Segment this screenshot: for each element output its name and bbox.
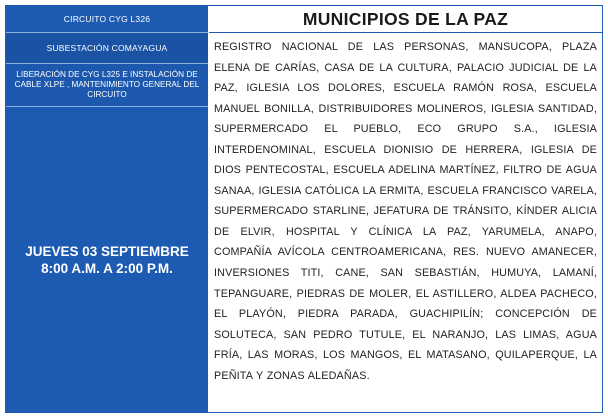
circuit-label: CIRCUITO CYG L326 xyxy=(6,6,208,32)
schedule-block xyxy=(6,107,208,412)
outage-date: JUEVES 03 SEPTIEMBRE xyxy=(25,243,189,259)
affected-areas-list: REGISTRO NACIONAL DE LAS PERSONAS, MANSUCOPA, PLAZA ELENA DE CARÍAS, CASA DE LA CULTURA, PALACIO JUDICIAL DE LA PAZ, IGLESIA LOS DOLORES, ESCUELA RAMÓN ROSA, ESCUELA MANUEL BONILLA, DISTRIBUIDORES MOLINEROS, IGLESIA SANTIDAD, SUPERMERCADO EL PUEBLO, ECO GRUPO S.A., IGLESIA INTERDENOMINAL, ESCUELA DIONISIO DE HERRERA, IGLESIA DE DIOS PENTECOSTAL, ESCUELA ADELINA MARTÍNEZ, FILTRO DE AGUA SANAA, IGLESIA CATÓLICA LA ERMITA, ESCUELA FRANCISCO VARELA, SUPERMERCADO STARLINE, JEFATURA DE TRÁNSITO, KÍNDER ALICIA DE ELVIR, HOSPITAL Y CLÍNICA LA PAZ, YARUMELA, ANAPO, COMPAÑÍA AVÍCOLA CENTROAMERICANA, RES. NUEVO AMANECER, INVERSIONES TITI, CANE, SAN SEBASTIÁN, HUMUYA, LAMANÍ, TEPANGUARE, PIEDRAS DE MOLER, EL ASTILLERO, ALDEA PACHECO, EL PLAYÓN, PIEDRA PARADA, GUACHIPILÍN; CONCEPCIÓN DE SOLUTECA, SAN PEDRO TUTULE, EL NARANJO, LAS LIMAS, AGUA FRÍA, LAS MORAS, LOS MANGOS, EL MATASANO, QUILAPERQUE, LA PEÑITA Y ZONAS ALEDAÑAS. xyxy=(214,41,597,382)
affected-areas-column xyxy=(209,6,602,412)
outage-notice-table xyxy=(5,5,603,413)
substation-label: SUBESTACIÓN COMAYAGUA xyxy=(6,33,208,63)
work-description: LIBERACIÓN DE CYG L325 E INSTALACIÓN DE CABLE XLPE , MANTENIMIENTO GENERAL DEL CIRCUITO xyxy=(6,64,208,106)
outage-time: 8:00 A.M. A 2:00 P.M. xyxy=(41,260,173,276)
outage-details-column xyxy=(6,6,208,412)
municipality-title: MUNICIPIOS DE LA PAZ xyxy=(209,6,602,33)
